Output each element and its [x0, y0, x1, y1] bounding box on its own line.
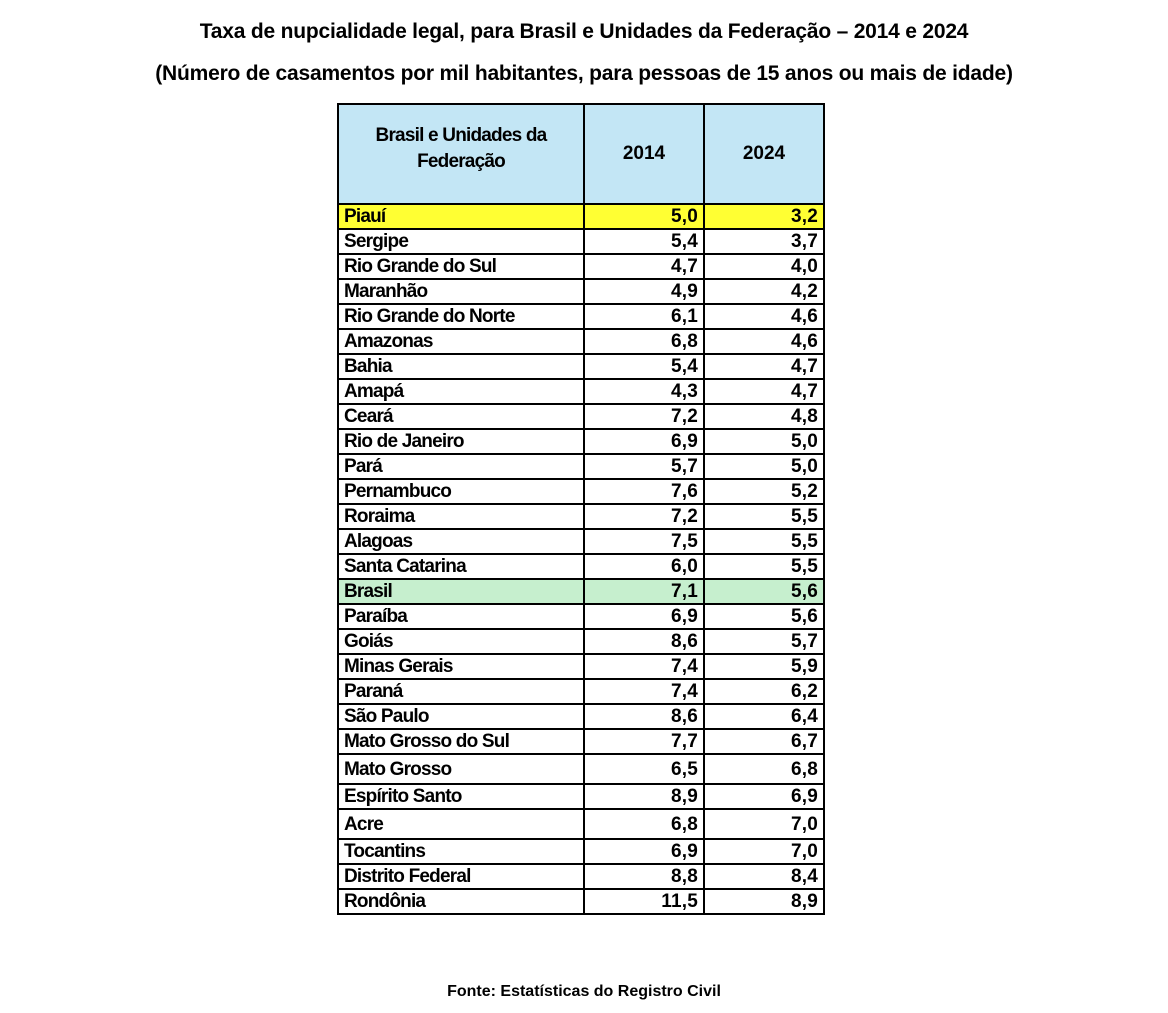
- table-body: [338, 204, 824, 914]
- region-name-cell: Mato Grosso: [338, 754, 584, 784]
- page-subtitle: (Número de casamentos por mil habitantes, para pessoas de 15 anos ou mais de idade): [155, 62, 1013, 85]
- value-2014-cell: 7,4: [584, 679, 704, 704]
- region-name-cell: Espírito Santo: [338, 784, 584, 809]
- value-2024-cell: 5,5: [704, 529, 824, 554]
- value-2014-cell: 7,7: [584, 729, 704, 754]
- value-2014-cell: 7,2: [584, 504, 704, 529]
- value-2014-cell: 6,8: [584, 329, 704, 354]
- value-2014-cell: 6,9: [584, 604, 704, 629]
- value-2024-cell: 7,0: [704, 839, 824, 864]
- region-name-cell: Rio Grande do Norte: [338, 304, 584, 329]
- table-row: [338, 604, 824, 629]
- value-2024-cell: 6,7: [704, 729, 824, 754]
- region-name-cell: Ceará: [338, 404, 584, 429]
- value-2024-cell: 5,5: [704, 504, 824, 529]
- table-row: [338, 504, 824, 529]
- table-row: [338, 554, 824, 579]
- table-row: [338, 864, 824, 889]
- value-2014-cell: 5,4: [584, 354, 704, 379]
- region-name-cell: Pernambuco: [338, 479, 584, 504]
- value-2024-cell: 4,6: [704, 329, 824, 354]
- value-2024-cell: 4,6: [704, 304, 824, 329]
- region-name-cell: Sergipe: [338, 229, 584, 254]
- header-2014: 2014: [584, 104, 704, 204]
- value-2024-cell: 4,0: [704, 254, 824, 279]
- value-2014-cell: 8,6: [584, 704, 704, 729]
- value-2014-cell: 8,9: [584, 784, 704, 809]
- table-row: [338, 654, 824, 679]
- table-row: [338, 784, 824, 809]
- region-name-cell: São Paulo: [338, 704, 584, 729]
- region-name-cell: Rio Grande do Sul: [338, 254, 584, 279]
- value-2014-cell: 8,6: [584, 629, 704, 654]
- region-name-cell: Pará: [338, 454, 584, 479]
- value-2014-cell: 11,5: [584, 889, 704, 914]
- value-2014-cell: 6,0: [584, 554, 704, 579]
- region-name-cell: Amapá: [338, 379, 584, 404]
- table-row: [338, 704, 824, 729]
- value-2014-cell: 6,9: [584, 839, 704, 864]
- value-2024-cell: 5,2: [704, 479, 824, 504]
- value-2014-cell: 4,7: [584, 254, 704, 279]
- region-name-cell: Roraima: [338, 504, 584, 529]
- table-row: [338, 229, 824, 254]
- table-header-row: [338, 104, 824, 204]
- value-2024-cell: 7,0: [704, 809, 824, 839]
- region-name-cell: Alagoas: [338, 529, 584, 554]
- table-row: [338, 329, 824, 354]
- value-2024-cell: 5,6: [704, 604, 824, 629]
- value-2014-cell: 7,5: [584, 529, 704, 554]
- marriage-rate-table: [337, 103, 825, 915]
- value-2024-cell: 4,8: [704, 404, 824, 429]
- table-row: [338, 404, 824, 429]
- region-name-cell: Paraíba: [338, 604, 584, 629]
- value-2014-cell: 6,1: [584, 304, 704, 329]
- value-2014-cell: 4,3: [584, 379, 704, 404]
- header-region-line1: Brasil e Unidades da: [375, 125, 547, 146]
- value-2014-cell: 7,2: [584, 404, 704, 429]
- value-2014-cell: 5,4: [584, 229, 704, 254]
- table-row: [338, 254, 824, 279]
- region-name-cell: Amazonas: [338, 329, 584, 354]
- region-name-cell: Minas Gerais: [338, 654, 584, 679]
- table-row: [338, 304, 824, 329]
- value-2014-cell: 4,9: [584, 279, 704, 304]
- table-row: [338, 279, 824, 304]
- region-name-cell: Rondônia: [338, 889, 584, 914]
- region-name-cell: Brasil: [338, 579, 584, 604]
- header-region-line2: Federação: [417, 151, 505, 172]
- value-2024-cell: 5,0: [704, 454, 824, 479]
- table-row: [338, 729, 824, 754]
- table-row: [338, 529, 824, 554]
- table-row: [338, 479, 824, 504]
- region-name-cell: Maranhão: [338, 279, 584, 304]
- value-2024-cell: 6,9: [704, 784, 824, 809]
- value-2024-cell: 4,7: [704, 379, 824, 404]
- value-2024-cell: 6,8: [704, 754, 824, 784]
- table-row: [338, 454, 824, 479]
- table-row: [338, 889, 824, 914]
- value-2024-cell: 3,2: [704, 204, 824, 229]
- table-row: [338, 679, 824, 704]
- table-row: [338, 754, 824, 784]
- table-row: [338, 379, 824, 404]
- region-name-cell: Goiás: [338, 629, 584, 654]
- value-2014-cell: 7,4: [584, 654, 704, 679]
- value-2014-cell: 8,8: [584, 864, 704, 889]
- value-2014-cell: 6,8: [584, 809, 704, 839]
- header-region: [338, 104, 584, 204]
- page-title: Taxa de nupcialidade legal, para Brasil e Unidades da Federação – 2014 e 2024: [199, 20, 969, 43]
- region-name-cell: Tocantins: [338, 839, 584, 864]
- region-name-cell: Mato Grosso do Sul: [338, 729, 584, 754]
- region-name-cell: Paraná: [338, 679, 584, 704]
- region-name-cell: Rio de Janeiro: [338, 429, 584, 454]
- value-2024-cell: 6,4: [704, 704, 824, 729]
- value-2014-cell: 5,0: [584, 204, 704, 229]
- region-name-cell: Santa Catarina: [338, 554, 584, 579]
- region-name-cell: Piauí: [338, 204, 584, 229]
- table-row: [338, 204, 824, 229]
- value-2024-cell: 8,9: [704, 889, 824, 914]
- region-name-cell: Acre: [338, 809, 584, 839]
- source-note: Fonte: Estatísticas do Registro Civil: [447, 983, 721, 1000]
- value-2024-cell: 4,7: [704, 354, 824, 379]
- value-2024-cell: 5,0: [704, 429, 824, 454]
- value-2014-cell: 6,5: [584, 754, 704, 784]
- value-2024-cell: 3,7: [704, 229, 824, 254]
- table-row: [338, 429, 824, 454]
- value-2024-cell: 6,2: [704, 679, 824, 704]
- value-2014-cell: 7,1: [584, 579, 704, 604]
- value-2024-cell: 4,2: [704, 279, 824, 304]
- header-2024: 2024: [704, 104, 824, 204]
- value-2024-cell: 5,6: [704, 579, 824, 604]
- value-2024-cell: 5,5: [704, 554, 824, 579]
- table-row: [338, 354, 824, 379]
- value-2014-cell: 6,9: [584, 429, 704, 454]
- table-row: [338, 809, 824, 839]
- table-row: [338, 579, 824, 604]
- value-2024-cell: 8,4: [704, 864, 824, 889]
- value-2014-cell: 5,7: [584, 454, 704, 479]
- table-row: [338, 629, 824, 654]
- region-name-cell: Distrito Federal: [338, 864, 584, 889]
- value-2024-cell: 5,7: [704, 629, 824, 654]
- table-row: [338, 839, 824, 864]
- value-2024-cell: 5,9: [704, 654, 824, 679]
- value-2014-cell: 7,6: [584, 479, 704, 504]
- region-name-cell: Bahia: [338, 354, 584, 379]
